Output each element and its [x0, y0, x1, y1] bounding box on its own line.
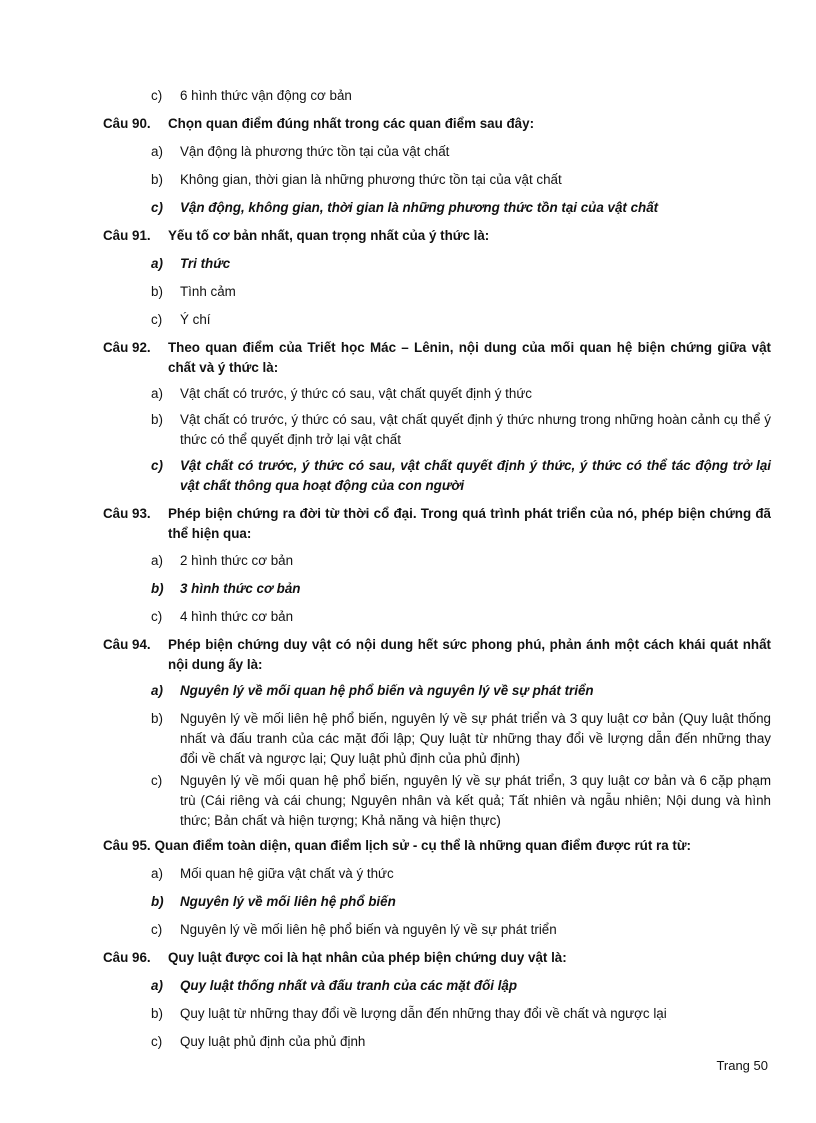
question-number: Câu 95.	[103, 838, 151, 853]
option-label: c)	[151, 773, 163, 788]
answer-option-correct	[151, 579, 771, 599]
option-label: c)	[151, 458, 163, 473]
question-text: Yếu tố cơ bản nhất, quan trọng nhất của ý thức là:	[168, 228, 490, 243]
answer-option-correct	[151, 892, 771, 912]
option-label: a)	[151, 386, 163, 401]
option-text: 4 hình thức cơ bản	[180, 609, 294, 624]
question-number: Câu 93.	[103, 506, 151, 521]
question-text: Chọn quan điểm đúng nhất trong các quan điểm sau đây:	[168, 116, 535, 131]
option-text: 2 hình thức cơ bản	[180, 553, 294, 568]
answer-option	[151, 607, 771, 627]
answer-option	[151, 771, 771, 831]
option-label: b)	[151, 412, 163, 427]
question-text: Phép biện chứng ra đời từ thời cổ đại. Trong quá trình phát triển của nó, phép biện chứng đã thể hiện qua:	[168, 506, 771, 541]
option-text: Quy luật phủ định của phủ định	[180, 1034, 366, 1049]
option-label: c)	[151, 200, 163, 215]
option-text: Tri thức	[180, 256, 231, 271]
question	[103, 226, 771, 246]
option-label: a)	[151, 256, 163, 271]
option-text: Vận động là phương thức tồn tại của vật chất	[180, 144, 450, 159]
question	[103, 635, 771, 675]
question-text: Quan điểm toàn diện, quan điểm lịch sử - cụ thể là những quan điểm được rút ra từ:	[154, 838, 692, 853]
option-text: 3 hình thức cơ bản	[180, 581, 301, 596]
option-text: Nguyên lý về mối liên hệ phổ biến và nguyên lý về sự phát triển	[180, 922, 557, 937]
question	[103, 948, 771, 968]
question	[103, 836, 771, 856]
question	[103, 114, 771, 134]
option-label: c)	[151, 312, 163, 327]
answer-option-correct	[151, 254, 771, 274]
option-label: a)	[151, 866, 163, 881]
answer-option	[151, 410, 771, 450]
answer-option	[151, 864, 771, 884]
answer-option	[151, 170, 771, 190]
option-label: a)	[151, 683, 163, 698]
answer-option-correct	[151, 976, 771, 996]
answer-option	[151, 282, 771, 302]
option-text: Quy luật thống nhất và đấu tranh của các mặt đối lập	[180, 978, 518, 993]
answer-option-correct	[151, 198, 771, 218]
option-text: Vật chất có trước, ý thức có sau, vật chất quyết định ý thức nhưng trong những hoàn cảnh cụ thể ý thức có thể quyết định trở lại vật chất	[180, 412, 771, 447]
option-text: Vật chất có trước, ý thức có sau, vật chất quyết định ý thức, ý thức có thể tác động trở lại vật chất thông qua hoạt động của con người	[180, 458, 771, 493]
option-text: Không gian, thời gian là những phương thức tồn tại của vật chất	[180, 172, 562, 187]
question-number: Câu 94.	[103, 637, 151, 652]
option-text: Vật chất có trước, ý thức có sau, vật chất quyết định ý thức	[180, 386, 533, 401]
option-text: Nguyên lý về mối liên hệ phổ biến	[180, 894, 396, 909]
option-text: Ý chí	[180, 312, 211, 327]
option-label: b)	[151, 894, 164, 909]
answer-option	[151, 920, 771, 940]
question-number: Câu 90.	[103, 116, 151, 131]
option-label: a)	[151, 978, 163, 993]
option-label: c)	[151, 1034, 163, 1049]
answer-option	[151, 709, 771, 769]
question	[103, 504, 771, 544]
option-label: b)	[151, 284, 163, 299]
option-text: Nguyên lý về mối quan hệ phổ biến, nguyên lý về sự phát triển, 3 quy luật cơ bản và 6 cặp phạm trù (Cái riêng và cái chung; Nguyên nhân và kết quả; Tất nhiên và ngẫu nhiên; Nội dung và hình thức; Bản chất và hiện tượng; Khả năng và hiện thực)	[180, 773, 771, 828]
option-text: Quy luật từ những thay đổi về lượng dẫn đến những thay đổi về chất và ngược lại	[180, 1006, 667, 1021]
option-label: b)	[151, 711, 163, 726]
answer-option	[151, 551, 771, 571]
question-number: Câu 91.	[103, 228, 151, 243]
option-label: a)	[151, 144, 163, 159]
answer-option	[151, 86, 771, 106]
answer-option	[151, 142, 771, 162]
option-label: c)	[151, 88, 163, 103]
answer-option-correct	[151, 681, 771, 701]
option-text: Nguyên lý về mối liên hệ phổ biến, nguyên lý về sự phát triển và 3 quy luật cơ bản (Quy luật thống nhất và đấu tranh của các mặt đối lập; Quy luật từ những thay đổi về lượng dẫn đến những thay đổi về chất và ngược lại; Quy luật phủ định của phủ định)	[180, 711, 771, 766]
option-label: b)	[151, 581, 164, 596]
answer-option	[151, 384, 771, 404]
option-label: b)	[151, 1006, 163, 1021]
option-text: Nguyên lý về mối quan hệ phổ biến và nguyên lý về sự phát triển	[180, 683, 594, 698]
answer-option-correct	[151, 456, 771, 496]
page-number: Trang 50	[716, 1058, 768, 1073]
option-label: b)	[151, 172, 163, 187]
answer-option	[151, 310, 771, 330]
question	[103, 338, 771, 378]
answer-option	[151, 1004, 771, 1024]
answer-option	[151, 1032, 771, 1052]
option-text: 6 hình thức vận động cơ bản	[180, 88, 352, 103]
question-number: Câu 92.	[103, 340, 151, 355]
option-label: a)	[151, 553, 163, 568]
option-text: Tình cảm	[180, 284, 236, 299]
question-text: Quy luật được coi là hạt nhân của phép biện chứng duy vật là:	[168, 950, 567, 965]
question-text: Phép biện chứng duy vật có nội dung hết sức phong phú, phản ánh một cách khái quát nhất nội dung ấy là:	[168, 637, 771, 672]
question-text: Theo quan điểm của Triết học Mác – Lênin, nội dung của mối quan hệ biện chứng giữa vật chất và ý thức là:	[168, 340, 771, 375]
option-label: c)	[151, 922, 163, 937]
option-text: Vận động, không gian, thời gian là những phương thức tồn tại của vật chất	[180, 200, 659, 215]
option-text: Mối quan hệ giữa vật chất và ý thức	[180, 866, 394, 881]
question-number: Câu 96.	[103, 950, 151, 965]
option-label: c)	[151, 609, 163, 624]
